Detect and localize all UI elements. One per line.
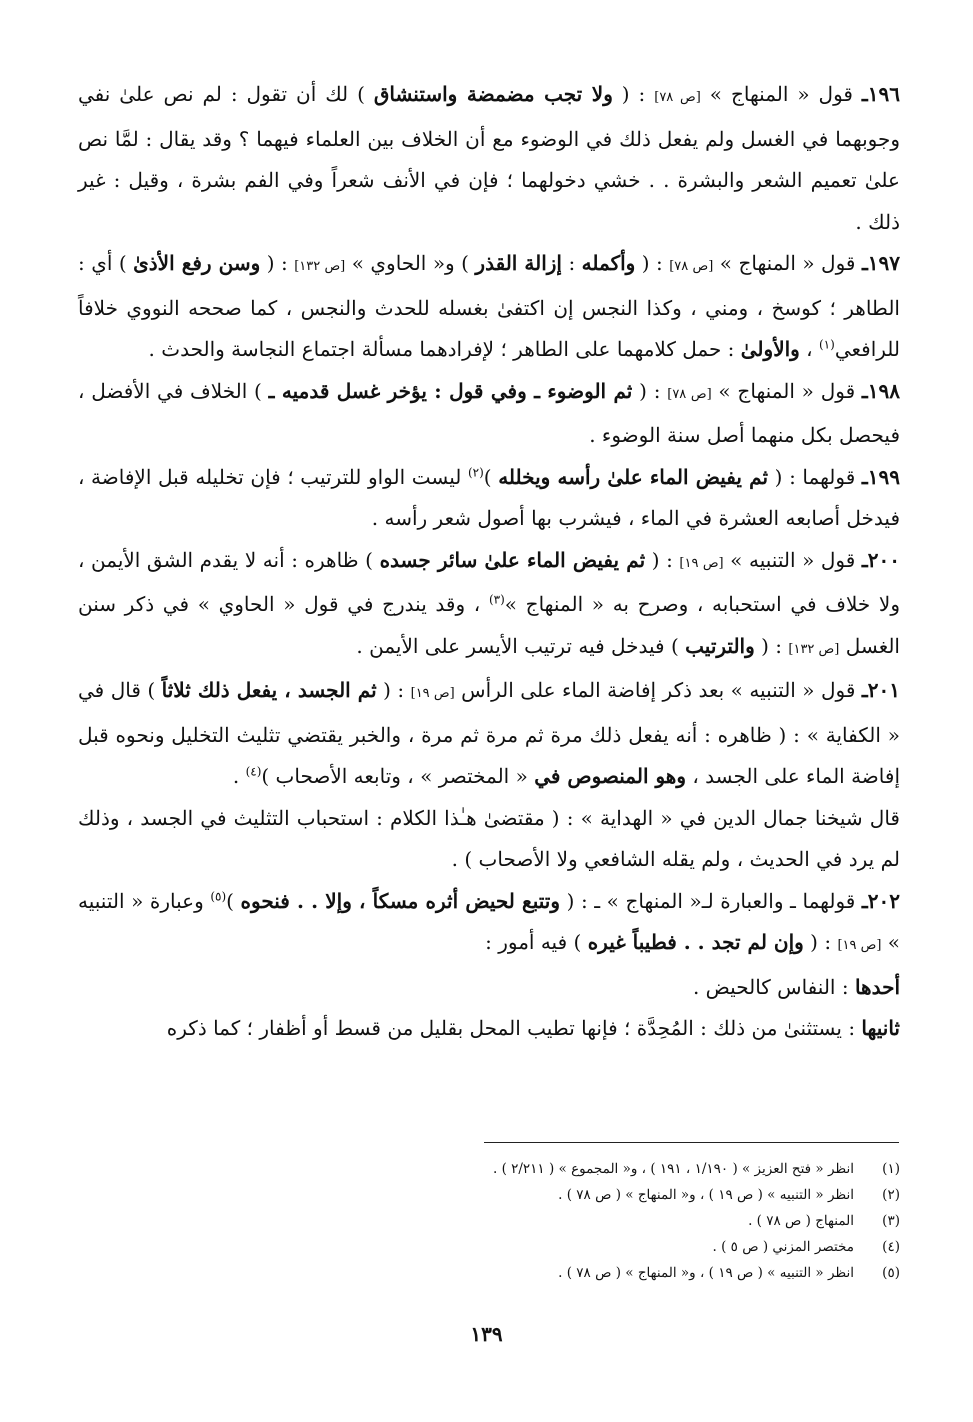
- text-run: : (: [260, 251, 295, 275]
- text-run: : (: [754, 633, 789, 658]
- text-run: ) و« الحاوي »: [345, 251, 476, 275]
- bold-text: ١٩٦ـ: [861, 82, 900, 106]
- bold-text: ثانيها: [861, 1016, 900, 1040]
- text-run: ) فيدخل فيه ترتيب الأيسر على الأيمن .: [356, 633, 686, 658]
- bold-text: ولا تجب مضمضة واستنشاق: [373, 82, 613, 106]
- footnote-number: (٥): [882, 1265, 900, 1281]
- text-run: : (: [612, 82, 655, 106]
- text-run: قولهما ـ والعبارة لـ« المنهاج » ـ : (: [560, 888, 862, 913]
- paragraph: [78, 243, 900, 371]
- footnotes: [420, 1156, 900, 1286]
- text-run: .: [232, 764, 246, 788]
- bold-text: ثم الجسد ، يفعل ذلك ثلاثاً: [161, 678, 377, 702]
- footnote-text: انظر « فتح العزيز » ( ١/١٩٠ ، ١٩١ ) ، و« المجموع » ( ٢/٢١١ ) .: [492, 1161, 854, 1177]
- bold-text: وهو المنصوص في: [534, 764, 686, 788]
- bold-text: ثم الوضوء ـ وفي قول : يؤخر غسل قدميه ـ: [268, 378, 633, 403]
- footnote-text: انظر « التنبيه » ( ص ١٩ ) ، و« المنهاج » ( ص ٧٨ ) .: [558, 1265, 854, 1281]
- footnote-text: انظر « التنبيه » ( ص ١٩ ) ، و« المنهاج » ( ص ٧٨ ) .: [558, 1187, 854, 1203]
- text-run: ) الخلاف في الأفضل ، فيحصل بكل منهما أصل سنة الوضوء .: [78, 378, 900, 447]
- text-run: قول « المنهاج »: [713, 251, 862, 275]
- text-run: : (: [635, 251, 670, 275]
- bold-text: ٢٠٠ـ: [861, 547, 900, 572]
- bold-text: ٢٠١ـ: [861, 678, 900, 702]
- footnote-marker: (٢): [467, 464, 484, 479]
- footnote-text: المنهاج ( ص ٧٨ ) .: [748, 1213, 854, 1229]
- footnote-number: (٣): [882, 1213, 900, 1229]
- text-run: قول « المنهاج »: [711, 378, 862, 403]
- footnote: [420, 1234, 900, 1260]
- text-run: : حمل كلامهما على الطاهر ؛ لإفرادهما مسألة اجتماع النجاسة والحدث .: [148, 337, 741, 361]
- text-run: ) فيه أمور :: [485, 930, 588, 954]
- text-run: ) أي : الطاهر ؛ كوسخ ، ومني ، وكذا النجس إن اكتفىٰ بغسله للحدث والنجس ، كما صححه النووي خلافاً للرافعي: [78, 251, 900, 361]
- paragraph: [78, 371, 900, 457]
- bold-text: والترتيب: [685, 633, 755, 658]
- text-run: : النفاس كالحيض .: [692, 974, 855, 999]
- text-run: : (: [645, 547, 680, 572]
- text-run: ): [226, 888, 241, 913]
- text-run: : يستثنىٰ من ذلك : المُحِدَّة ؛ فإنها تطيب المحل بقليل من قسط أو أظفار ؛ كما ذكره: [166, 1016, 862, 1040]
- text-run: ) ظاهره : أنه لا يقدم الشق الأيمن ، ولا خلاف في استحبابه ، وصرح به « المنهاج »: [78, 547, 900, 616]
- text-run: ) قال في « الكفاية » : ( ظاهره : أنه يفعل ذلك مرة ثم مرة ثم مرة ، والخبر يقتضي تثليث التخليل ونحوه قبل إفاضة الماء على الجسد ،: [78, 678, 900, 788]
- text-run: ) لك أن تقول : لم نص علىٰ نفي وجوبهما في الغسل ولم يفعل ذلك في الوضوء مع أن الخلاف بين العلماء فيهما ؟ وقد يقال : لمَّا نص علىٰ تعميم الشعر والبشرة . . خشي دخولهما ؛ فإن في الأنف شعراً وفي الفم بشرة ، وقيل : غير ذلك .: [78, 82, 901, 234]
- bold-text: وأكمله: [581, 251, 636, 275]
- paragraph: [78, 798, 900, 881]
- bold-text: أحدها: [854, 974, 900, 999]
- text-run: قول « التنبيه »: [723, 547, 862, 572]
- bold-text: وتتبع لحيض أثره مسكاً ، وإلا . . فنحوه: [240, 888, 561, 913]
- footnote-marker: (٤): [245, 764, 262, 779]
- bold-text: ١٩٩ـ: [861, 464, 900, 489]
- page-reference: [ص ١٩]: [679, 555, 724, 571]
- footnote-text: مختصر المزني ( ص ٥ ) .: [712, 1239, 854, 1255]
- bold-text: ١٩٨ـ: [861, 378, 900, 403]
- footnote-marker: (١): [818, 337, 835, 352]
- paragraph: [78, 670, 900, 798]
- paragraph: [78, 74, 900, 243]
- paragraph: [78, 881, 900, 967]
- page-reference: [ص ١٩]: [410, 686, 455, 701]
- footnote-marker: (٣): [488, 592, 505, 607]
- bold-text: ثم يفيض الماء علىٰ سائر جسده: [379, 547, 646, 572]
- text-run: وعبارة « التنبيه »: [78, 888, 900, 954]
- paragraph: [78, 457, 900, 540]
- text-run: قول « التنبيه » بعد ذكر إفاضة الماء على الرأس: [454, 678, 862, 702]
- text-run: ): [483, 464, 499, 489]
- bold-text: والأولىٰ: [740, 337, 800, 361]
- main-text: [78, 74, 900, 1050]
- footnote-number: (٤): [882, 1239, 900, 1255]
- page-number: ١٣٩: [470, 1322, 503, 1346]
- paragraph: [78, 967, 900, 1009]
- footnote-number: (١): [882, 1161, 900, 1177]
- text-run: : (: [632, 378, 668, 403]
- text-run: قال شيخنا جمال الدين في « الهداية » : ( مقتضىٰ هـٰذا الكلام : استحباب التثليث في الجسد ، وذلك لم يرد في الحديث ، ولم يقله الشافعي ولا الأصحاب ) .: [78, 805, 900, 871]
- bold-text: وسن رفع الأذىٰ: [133, 251, 261, 275]
- paragraph: [78, 540, 900, 671]
- footnote: [420, 1156, 900, 1182]
- paragraph: [78, 1008, 900, 1050]
- footnote-divider: [484, 1142, 899, 1143]
- footnote-number: (٢): [882, 1187, 900, 1203]
- page-reference: [ص ١٣٢]: [294, 259, 346, 274]
- text-run: قول « المنهاج »: [700, 82, 862, 106]
- text-run: ،: [799, 337, 819, 361]
- text-run: : (: [376, 678, 411, 702]
- bold-text: إزالة القذر: [475, 251, 562, 275]
- text-run: ليست الواو للترتيب ؛ فإن تخليله قبل الإفاضة ، فيدخل أصابعه العشرة في الماء ، فيشرب بها أصول شعر رأسه .: [78, 464, 900, 530]
- bold-text: ١٩٧ـ: [861, 251, 901, 275]
- page-reference: [ص ٧٨]: [669, 259, 714, 274]
- bold-text: ٢٠٢ـ: [861, 888, 900, 913]
- footnote-marker: (٥): [210, 888, 227, 903]
- text-run: « المختصر » ، وتابعه الأصحاب ): [261, 764, 535, 788]
- bold-text: ثم يفيض الماء علىٰ رأسه ويخلله: [498, 464, 769, 489]
- footnote: [420, 1182, 900, 1208]
- page-reference: [ص ١٣٢]: [788, 641, 840, 657]
- text-run: : (: [803, 930, 838, 954]
- page-reference: [ص ١٩]: [837, 938, 882, 953]
- footnote: [420, 1208, 900, 1234]
- text-run: :: [562, 251, 582, 275]
- page-reference: [ص ٧٨]: [654, 90, 701, 105]
- text-run: قولهما : (: [768, 464, 862, 489]
- footnote: [420, 1260, 900, 1286]
- text-run: ، وقد يندرج في قول « الحاوي » في ذكر سنن الغسل: [78, 592, 900, 658]
- bold-text: وإن لم تجد . . فطيباً غيره: [587, 930, 804, 954]
- page-reference: [ص ٧٨]: [667, 386, 712, 402]
